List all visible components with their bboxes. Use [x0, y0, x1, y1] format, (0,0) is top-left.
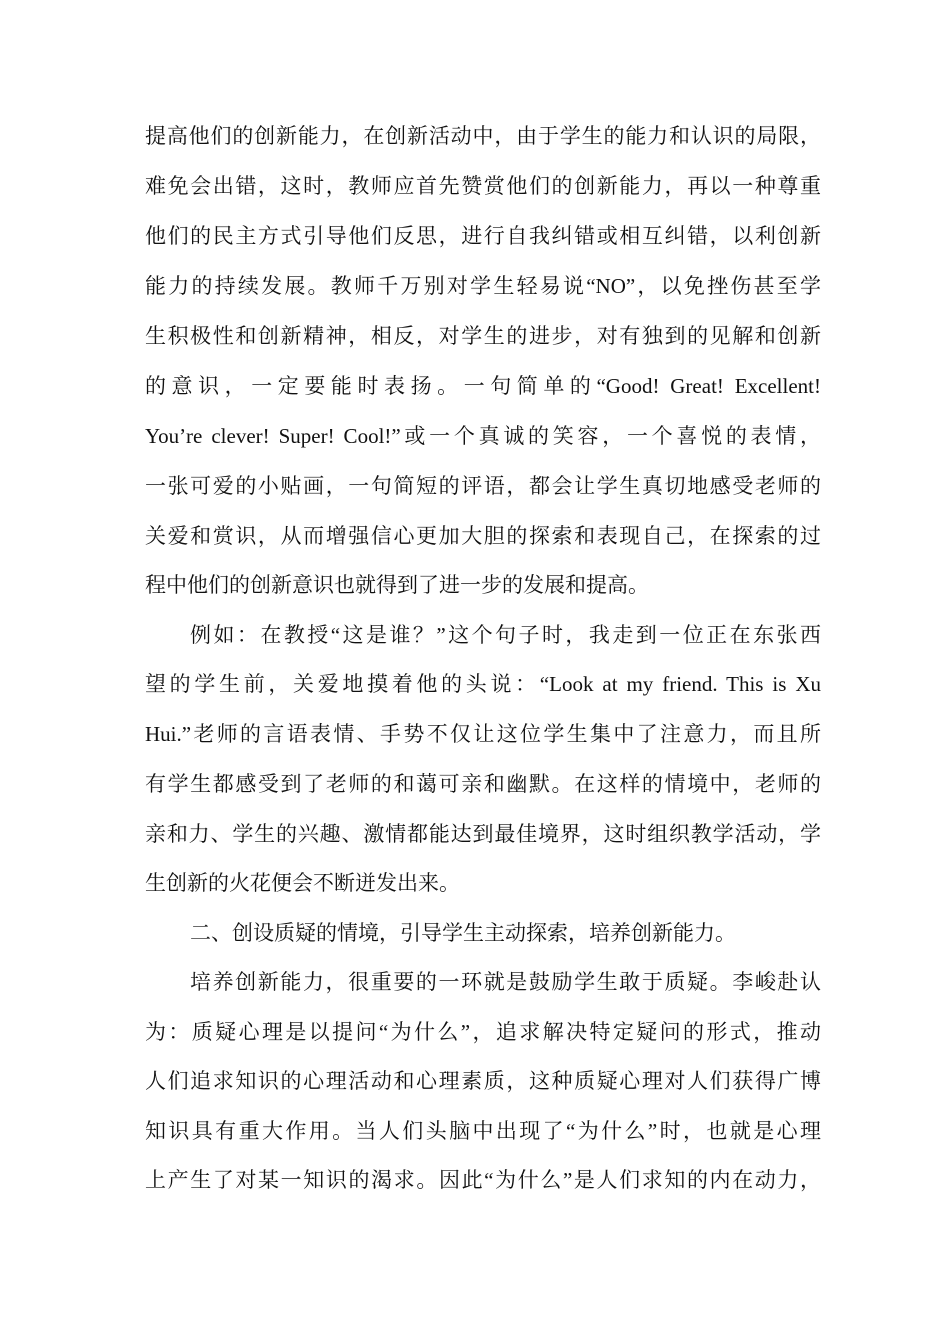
- text-line: 他们的民主方式引导他们反思，进行自我纠错或相互纠错，以利创新: [145, 224, 821, 248]
- text-line: 提高他们的创新能力，在创新活动中，由于学生的能力和认识的局限，: [145, 124, 821, 148]
- text-line: 生积极性和创新精神，相反，对学生的进步，对有独到的见解和创新: [145, 324, 821, 348]
- text-line: 望的学生前，关爱地摸着他的头说：“Look at my friend. This is Xu: [145, 672, 821, 696]
- text-line: 为：质疑心理是以提问“为什么”，追求解决特定疑问的形式，推动: [145, 1020, 821, 1044]
- text-line: 能力的持续发展。教师千万别对学生轻易说“NO”，以免挫伤甚至学: [145, 274, 821, 298]
- text-line: 上产生了对某一知识的渴求。因此“为什么”是人们求知的内在动力，: [145, 1168, 821, 1192]
- text-line: 有学生都感受到了老师的和蔼可亲和幽默。在这样的情境中，老师的: [145, 772, 821, 796]
- text-line: 例如：在教授“这是谁？”这个句子时，我走到一位正在东张西: [190, 623, 821, 647]
- text-line: 亲和力、学生的兴趣、激情都能达到最佳境界，这时组织教学活动，学: [145, 822, 821, 846]
- text-line: 的意识，一定要能时表扬。一句简单的“Good! Great! Excellent!: [145, 374, 821, 398]
- text-line: 知识具有重大作用。当人们头脑中出现了“为什么”时，也就是心理: [145, 1119, 821, 1143]
- section-heading: 二、创设质疑的情境，引导学生主动探索，培养创新能力。: [190, 921, 736, 945]
- text-line: 程中他们的创新意识也就得到了进一步的发展和提高。: [145, 573, 649, 597]
- text-line: 人们追求知识的心理活动和心理素质，这种质疑心理对人们获得广博: [145, 1069, 821, 1093]
- text-line: Hui.”老师的言语表情、手势不仅让这位学生集中了注意力，而且所: [145, 722, 821, 746]
- text-line: You’re clever! Super! Cool!”或一个真诚的笑容，一个喜悦的表情，: [145, 424, 821, 448]
- text-line: 难免会出错，这时，教师应首先赞赏他们的创新能力，再以一种尊重: [145, 174, 821, 198]
- text-line: 一张可爱的小贴画，一句简短的评语，都会让学生真切地感受老师的: [145, 474, 821, 498]
- text-line: 培养创新能力，很重要的一环就是鼓励学生敢于质疑。李峻赴认: [190, 970, 821, 994]
- text-line: 关爱和赏识，从而增强信心更加大胆的探索和表现自己，在探索的过: [145, 524, 821, 548]
- text-line: 生创新的火花便会不断迸发出来。: [145, 871, 460, 895]
